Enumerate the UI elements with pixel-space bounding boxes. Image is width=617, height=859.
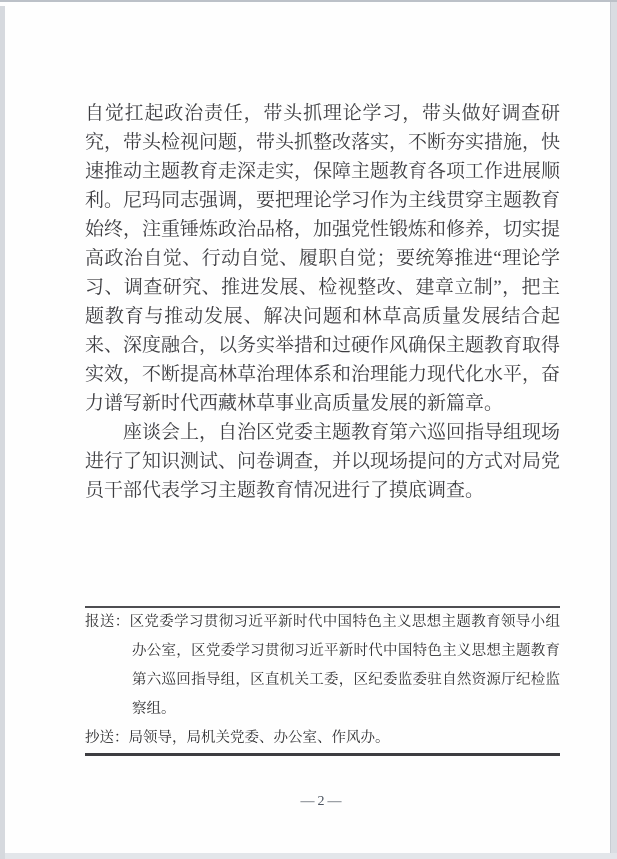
body-paragraph: 座谈会上，自治区党委主题教育第六巡回指导组现场进行了知识测试、问卷调查，并以现场提问的方式对局党员干部代表学习主题教育情况进行了摸底调查。 [85,422,561,501]
copy-row [85,724,560,753]
document-body [85,99,560,505]
document-footer [85,606,560,756]
page-number: —2— [300,794,345,809]
body-paragraph-continued: 自觉扛起政治责任，带头抓理论学习，带头做好调查研究，带头检视问题，带头抓整改落实，不断夯实措施，快速推动主题教育走深走实，保障主题教育各项工作进展顺利。尼玛同志强调，要把理论学习作为主线贯穿主题教育始终，注重锤炼政治品格，加强党性锻炼和修养，切实提高政治自觉、行动自觉、履职自觉；要统筹推进“理论学习、调查研究、推进发展、检视整改、建章立制”，把主题教育与推动发展、解决问题和林草高质量发展结合起来、深度融合，以务实举措和过硬作风确保主题教育取得实效，不断提高林草治理体系和治理能力现代化水平，奋力谱写新时代西藏林草事业高质量发展的新篇章。 [85,103,561,414]
notify-row [85,608,560,724]
scan-edge-right [610,2,617,859]
footer-divider-bottom [85,753,560,756]
scan-edge-bottom [5,853,617,859]
notify-label: 报送： [85,614,130,630]
scan-edge-left [0,6,5,859]
copy-label: 抄送： [85,730,129,746]
notify-recipients: 区党委学习贯彻习近平新时代中国特色主义思想主题教育领导小组办公室，区党委学习贯彻习近平新时代中国特色主义思想主题教育第六巡回指导组，区直机关工委，区纪委监委驻自然资源厅纪检监察组。 [129,614,561,717]
copy-recipients: 局领导，局机关党委、办公室、作风办。 [128,730,390,746]
scan-edge-top [0,0,617,2]
